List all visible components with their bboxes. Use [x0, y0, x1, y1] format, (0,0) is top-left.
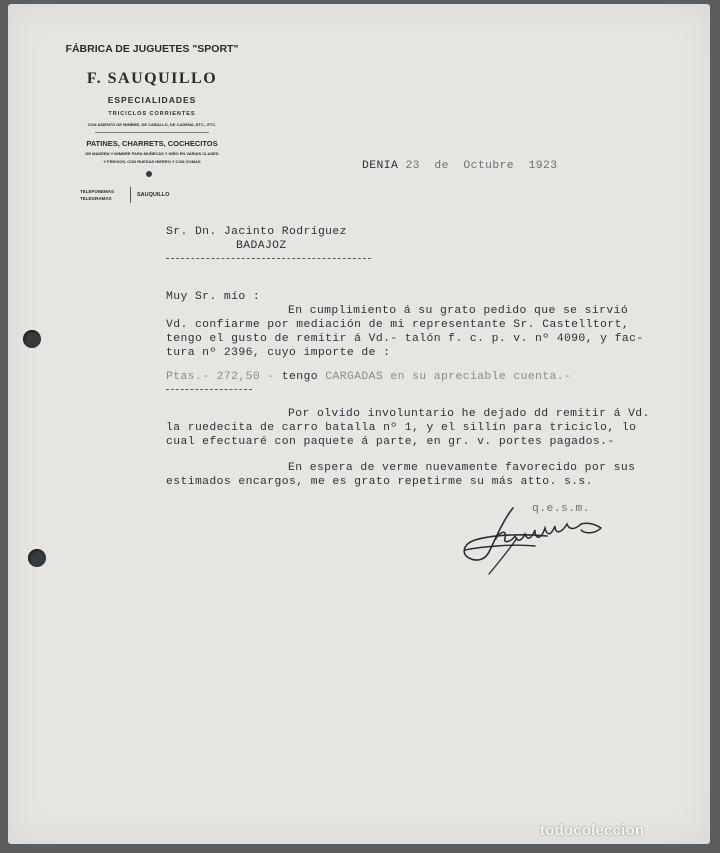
body-p3-line1: En espera de verme nuevamente favorecido por sus — [288, 462, 636, 474]
amount-line — [166, 371, 571, 383]
amount-mid: tengo — [281, 371, 318, 383]
letterhead-line2: CON ASIENTO DE MIMBRE, DE CABALLO, DE CADENA, ETC., ETC. — [87, 122, 217, 127]
letterhead-line5: Y PRECIOS, CON RUEDAS HIERRO Y CON GOMAS — [103, 159, 201, 164]
salutation: Muy Sr. mío : — [166, 291, 261, 303]
date-year: 1923 — [528, 160, 558, 172]
letterhead-divider — [130, 187, 131, 203]
letterhead-ornament-icon — [146, 171, 152, 177]
letterhead-line3: PATINES, CHARRETS, COCHECITOS — [86, 139, 218, 148]
body-p3-line2: estimados encargos, me es grato repetirme su más atto. s.s. — [166, 476, 593, 488]
body-p1-line3: tengo el gusto de remitir á Vd.- talón f. c. p. v. nº 4090, y fac- — [166, 333, 644, 345]
letterhead-telegram-address: SAUQUILLO — [137, 192, 170, 198]
date-de: de — [434, 160, 449, 172]
recipient-name: Sr. Dn. Jacinto Rodríguez — [166, 226, 347, 238]
date-city: DENIA — [362, 160, 399, 172]
amount-underline — [166, 389, 252, 390]
letterhead-owner: F. SAUQUILLO — [86, 70, 218, 87]
date-month: Octubre — [463, 160, 515, 172]
recipient-city: BADAJOZ — [236, 240, 287, 252]
recipient-underline — [166, 258, 371, 259]
letterhead-factory: FÁBRICA DE JUGUETES "SPORT" — [65, 43, 239, 55]
amount-word: CARGADAS — [325, 371, 384, 383]
body-p2-line1: Por olvido involuntario he dejado dd remitir á Vd. — [288, 408, 650, 420]
body-p2-line3: cual efectuaré con paquete á parte, en gr. v. portes pagados.- — [166, 436, 615, 448]
body-p1-line2: Vd. confiarme por mediación de mi representante Sr. Castelltort, — [166, 319, 630, 331]
amount-prefix: Ptas.- 272,50 - — [166, 371, 275, 383]
letterhead-line4: DE MADERA Y MIMBRE PARA MUÑECAS Y NIÑO EN VARIAS CLASES — [85, 151, 219, 156]
body-p2-line2: la ruedecita de carro batalla nº 1, y el sillín para triciclo, lo — [166, 422, 637, 434]
punch-hole-top — [23, 330, 41, 348]
letterhead-telegram-label: TELEGRAMAS — [80, 196, 112, 201]
letterhead-line1: TRICICLOS CORRIENTES — [108, 111, 196, 117]
letterhead-rule — [95, 132, 209, 133]
amount-suffix: en su apreciable cuenta.- — [390, 371, 572, 383]
body-p1-line4: tura nº 2396, cuyo importe de : — [166, 347, 391, 359]
letterhead-specialties: ESPECIALIDADES — [107, 95, 197, 105]
date-day: 23 — [405, 160, 420, 172]
watermark-logo: todocoleccion — [540, 822, 645, 839]
letterhead-telephone-label: TELEFONEMAS — [80, 189, 115, 194]
closing: q.e.s.m. — [532, 503, 590, 515]
body-p1-line1: En cumplimiento á su grato pedido que se sirvió — [288, 305, 629, 317]
signature — [455, 500, 615, 580]
punch-hole-bottom — [28, 549, 46, 567]
date-line — [362, 160, 557, 172]
